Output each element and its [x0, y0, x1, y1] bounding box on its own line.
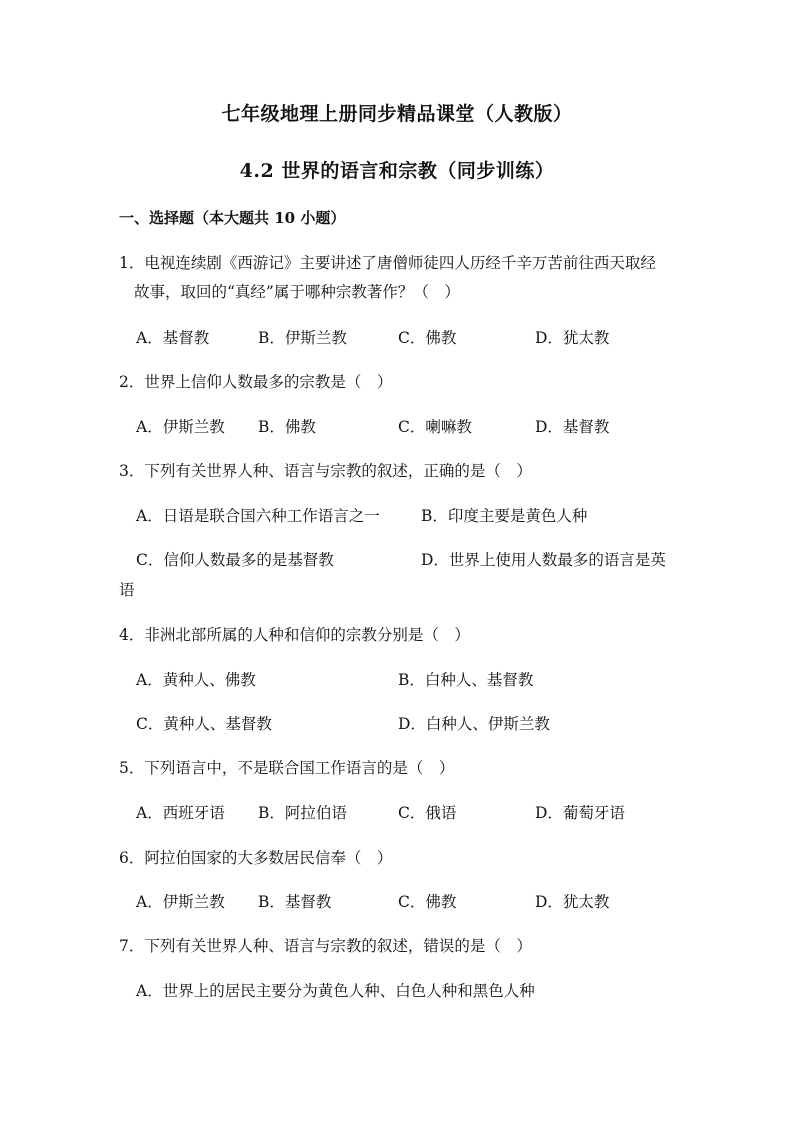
document-title: 七年级地理上册同步精品课堂（人教版）: [221, 103, 573, 125]
option-d: D．犹太教: [535, 329, 610, 347]
option-a: A．伊斯兰教: [136, 893, 225, 911]
question-stem: 1．电视连续剧《西游记》主要讲述了唐僧师徒四人历经千辛万苦前往西天取经: [119, 254, 656, 272]
option-a: A．西班牙语: [136, 804, 225, 822]
question-stem: 3．下列有关世界人种、语言与宗教的叙述，正确的是（ ）: [119, 462, 532, 480]
option-b: B．印度主要是黄色人种: [421, 507, 588, 525]
option-c: C．佛教: [398, 893, 457, 911]
option-c: C．俄语: [398, 804, 457, 822]
option-c: C．黄种人、基督教: [136, 715, 272, 733]
option-d-continued: 语: [119, 581, 135, 599]
question-stem: 5．下列语言中，不是联合国工作语言的是（ ）: [119, 759, 455, 777]
option-a: A．基督教: [136, 329, 210, 347]
option-b: B．伊斯兰教: [258, 329, 347, 347]
option-a: A．黄种人、佛教: [136, 671, 256, 689]
option-d: D．世界上使用人数最多的语言是英: [421, 551, 666, 569]
question-stem: 7．下列有关世界人种、语言与宗教的叙述，错误的是（ ）: [119, 937, 532, 955]
option-c: C．信仰人数最多的是基督教: [136, 551, 334, 569]
option-d: D．葡萄牙语: [535, 804, 625, 822]
option-d: D．犹太教: [535, 893, 610, 911]
option-a: A．世界上的居民主要分为黄色人种、白色人种和黑色人种: [136, 982, 535, 1000]
document-subtitle: 4.2 世界的语言和宗教（同步训练）: [239, 160, 555, 182]
option-b: B．佛教: [258, 418, 316, 436]
option-b: B．阿拉伯语: [258, 804, 347, 822]
question-stem: 4．非洲北部所属的人种和信仰的宗教分别是（ ）: [119, 626, 470, 644]
option-b: B．基督教: [258, 893, 332, 911]
option-a: A．日语是联合国六种工作语言之一: [136, 507, 380, 525]
option-b: B．白种人、基督教: [398, 671, 534, 689]
question-stem: 6．阿拉伯国家的大多数居民信奉（ ）: [119, 849, 393, 867]
option-d: D．基督教: [535, 418, 610, 436]
question-stem-continued: 故事，取回的“真经”属于哪种宗教著作？（ ）: [134, 283, 460, 301]
option-d: D．白种人、伊斯兰教: [398, 715, 550, 733]
section-heading: 一、选择题（本大题共 10 小题）: [119, 209, 346, 227]
option-a: A．伊斯兰教: [136, 418, 225, 436]
question-stem: 2．世界上信仰人数最多的宗教是（ ）: [119, 373, 393, 391]
option-c: C．佛教: [398, 329, 457, 347]
option-c: C．喇嘛教: [398, 418, 472, 436]
